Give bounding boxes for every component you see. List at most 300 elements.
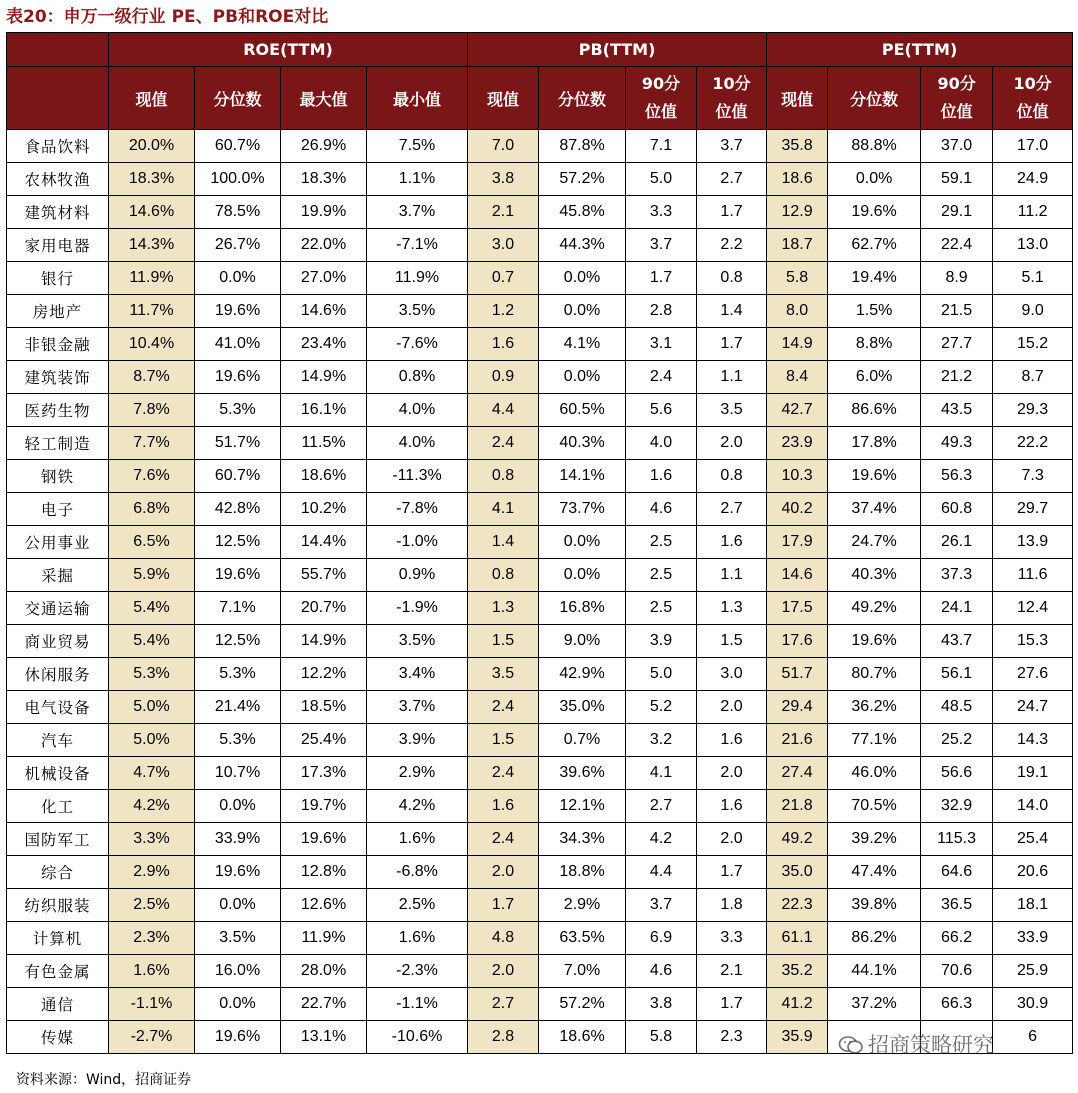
- table-cell: 17.9: [767, 526, 828, 559]
- table-cell: 2.0: [697, 427, 767, 460]
- table-cell: 2.4: [468, 757, 539, 790]
- table-cell: 3.7: [626, 889, 697, 922]
- table-cell: 63.5%: [539, 922, 626, 955]
- table-cell: 1.7: [626, 262, 697, 295]
- table-cell: 1.3: [697, 592, 767, 625]
- subheader-line: 90分: [937, 74, 976, 93]
- group-header-pe: PE(TTM): [767, 33, 1073, 67]
- table-cell: 2.7: [468, 988, 539, 1021]
- table-cell: -11.3%: [367, 460, 468, 493]
- table-cell: 5.4%: [109, 592, 195, 625]
- industry-name: 汽车: [7, 724, 109, 757]
- table-cell: 70.6: [921, 955, 993, 988]
- table-cell: 25.4: [993, 823, 1073, 856]
- industry-name: 非银金融: [7, 328, 109, 361]
- subheader-pe-0: 现值: [767, 67, 828, 130]
- table-cell: 61.1: [767, 922, 828, 955]
- table-cell: 2.3: [697, 1021, 767, 1054]
- table-cell: -1.1%: [109, 988, 195, 1021]
- group-header-pb: PB(TTM): [468, 33, 767, 67]
- table-cell: 29.1: [921, 196, 993, 229]
- table-cell: 8.0: [767, 295, 828, 328]
- table-cell: 2.9%: [367, 757, 468, 790]
- subheader-line: 10分: [1013, 74, 1052, 93]
- table-cell: 47.4%: [828, 856, 921, 889]
- subheader-roe-2: 最大值: [281, 67, 367, 130]
- table-cell: 3.5: [468, 658, 539, 691]
- watermark-text: 招商策略研究: [868, 1033, 994, 1057]
- table-cell: 5.6: [626, 394, 697, 427]
- table-cell: 44.1%: [828, 955, 921, 988]
- table-cell: 73.7%: [539, 493, 626, 526]
- table-cell: 34.3%: [539, 823, 626, 856]
- subheader-roe-1: 分位数: [195, 67, 281, 130]
- industry-name: 纺织服装: [7, 889, 109, 922]
- table-cell: 26.7%: [195, 229, 281, 262]
- table-cell: 2.9%: [109, 856, 195, 889]
- table-cell: 5.0%: [109, 691, 195, 724]
- table-cell: 1.4: [468, 526, 539, 559]
- table-cell: 14.6: [767, 559, 828, 592]
- table-cell: 40.3%: [539, 427, 626, 460]
- table-row: [7, 526, 1073, 559]
- table-row: [7, 955, 1073, 988]
- table-cell: 5.3%: [195, 658, 281, 691]
- table-cell: 7.0%: [539, 955, 626, 988]
- table-cell: 5.3%: [109, 658, 195, 691]
- table-cell: 45.8%: [539, 196, 626, 229]
- table-cell: 18.6: [767, 163, 828, 196]
- table-cell: 14.6%: [109, 196, 195, 229]
- table-cell: 12.5%: [195, 625, 281, 658]
- table-cell: 11.6: [993, 559, 1073, 592]
- table-cell: 39.2%: [828, 823, 921, 856]
- table-cell: 0.7: [468, 262, 539, 295]
- table-cell: 1.5%: [828, 295, 921, 328]
- table-cell: [921, 1021, 993, 1054]
- table-cell: 7.6%: [109, 460, 195, 493]
- industry-name: 建筑材料: [7, 196, 109, 229]
- table-cell: 27.4: [767, 757, 828, 790]
- table-row: [7, 724, 1073, 757]
- table-cell: 35.0%: [539, 691, 626, 724]
- table-row: [7, 757, 1073, 790]
- table-cell: 12.9: [767, 196, 828, 229]
- table-cell: 18.8%: [539, 856, 626, 889]
- industry-name: 通信: [7, 988, 109, 1021]
- table-cell: 21.6: [767, 724, 828, 757]
- table-cell: 2.4: [468, 823, 539, 856]
- table-cell: 2.0: [697, 691, 767, 724]
- table-cell: 18.1: [993, 889, 1073, 922]
- table-cell: 36.2%: [828, 691, 921, 724]
- table-cell: 0.0%: [195, 889, 281, 922]
- table-cell: 59.1: [921, 163, 993, 196]
- table-row: [7, 196, 1073, 229]
- table-cell: 2.0: [468, 856, 539, 889]
- table-cell: 44.3%: [539, 229, 626, 262]
- table-row: [7, 658, 1073, 691]
- subheader-line: 90分: [641, 74, 681, 93]
- table-cell: 8.7%: [109, 361, 195, 394]
- table-cell: 19.6%: [195, 559, 281, 592]
- industry-name: 化工: [7, 790, 109, 823]
- table-cell: 33.9%: [195, 823, 281, 856]
- table-cell: 57.2%: [539, 163, 626, 196]
- table-row: [7, 625, 1073, 658]
- table-cell: 24.7%: [828, 526, 921, 559]
- table-cell: 18.6%: [539, 1021, 626, 1054]
- table-cell: 37.4%: [828, 493, 921, 526]
- table-cell: 2.8: [468, 1021, 539, 1054]
- industry-name: 国防军工: [7, 823, 109, 856]
- table-cell: 10.3: [767, 460, 828, 493]
- table-cell: 10.2%: [281, 493, 367, 526]
- table-cell: 1.6: [697, 526, 767, 559]
- table-cell: 39.6%: [539, 757, 626, 790]
- table-cell: 37.3: [921, 559, 993, 592]
- table-cell: 0.7%: [539, 724, 626, 757]
- table-cell: 2.5: [626, 526, 697, 559]
- industry-name: 有色金属: [7, 955, 109, 988]
- table-cell: 6: [993, 1021, 1073, 1054]
- table-cell: 43.7: [921, 625, 993, 658]
- table-cell: 28.0%: [281, 955, 367, 988]
- subheader-line: 10分: [712, 74, 751, 93]
- table-cell: -7.1%: [367, 229, 468, 262]
- table-cell: 87.8%: [539, 130, 626, 163]
- table-cell: 21.2: [921, 361, 993, 394]
- table-cell: 22.0%: [281, 229, 367, 262]
- table-cell: 1.6: [626, 460, 697, 493]
- table-cell: 1.7: [697, 328, 767, 361]
- table-cell: 8.9: [921, 262, 993, 295]
- table-cell: 60.5%: [539, 394, 626, 427]
- industry-comparison-table: [6, 32, 1073, 1054]
- table-cell: 29.7: [993, 493, 1073, 526]
- table-cell: 23.9: [767, 427, 828, 460]
- table-cell: 4.2: [626, 823, 697, 856]
- table-cell: 2.5: [626, 592, 697, 625]
- table-cell: 4.0%: [367, 427, 468, 460]
- table-cell: 14.4%: [281, 526, 367, 559]
- table-cell: 11.9%: [109, 262, 195, 295]
- group-header-roe: ROE(TTM): [109, 33, 468, 67]
- table-cell: 40.3%: [828, 559, 921, 592]
- table-cell: 43.5: [921, 394, 993, 427]
- table-cell: 1.5: [468, 724, 539, 757]
- table-cell: 86.6%: [828, 394, 921, 427]
- table-cell: 2.5: [626, 559, 697, 592]
- table-cell: 24.1: [921, 592, 993, 625]
- table-cell: 7.3: [993, 460, 1073, 493]
- table-cell: 3.3: [626, 196, 697, 229]
- industry-name: 综合: [7, 856, 109, 889]
- table-cell: 78.5%: [195, 196, 281, 229]
- table-cell: 4.4: [468, 394, 539, 427]
- table-cell: 2.7: [697, 163, 767, 196]
- table-cell: 12.1%: [539, 790, 626, 823]
- table-cell: 35.2: [767, 955, 828, 988]
- table-cell: -10.6%: [367, 1021, 468, 1054]
- table-cell: 2.7: [697, 493, 767, 526]
- table-cell: 12.5%: [195, 526, 281, 559]
- table-cell: 1.2: [468, 295, 539, 328]
- table-cell: 70.5%: [828, 790, 921, 823]
- table-cell: 16.8%: [539, 592, 626, 625]
- table-cell: 39.8%: [828, 889, 921, 922]
- table-cell: 14.9: [767, 328, 828, 361]
- table-cell: 13.1%: [281, 1021, 367, 1054]
- table-cell: 15.3: [993, 625, 1073, 658]
- table-cell: 7.8%: [109, 394, 195, 427]
- table-row: [7, 1021, 1073, 1054]
- table-cell: 88.8%: [828, 130, 921, 163]
- table-cell: 2.5%: [367, 889, 468, 922]
- table-cell: 16.1%: [281, 394, 367, 427]
- industry-name: 家用电器: [7, 229, 109, 262]
- table-cell: 60.8: [921, 493, 993, 526]
- table-cell: 4.1%: [539, 328, 626, 361]
- table-cell: [828, 1021, 921, 1054]
- table-cell: 3.7%: [367, 196, 468, 229]
- table-cell: 21.5: [921, 295, 993, 328]
- table-cell: 3.0: [697, 658, 767, 691]
- table-cell: 0.8%: [367, 361, 468, 394]
- table-cell: 11.9%: [367, 262, 468, 295]
- table-row: [7, 493, 1073, 526]
- industry-name: 机械设备: [7, 757, 109, 790]
- table-cell: 2.1: [468, 196, 539, 229]
- table-cell: 19.6%: [828, 625, 921, 658]
- table-cell: 0.0%: [539, 559, 626, 592]
- table-cell: 1.6: [697, 724, 767, 757]
- table-cell: 77.1%: [828, 724, 921, 757]
- table-cell: 115.3: [921, 823, 993, 856]
- table-cell: 3.0: [468, 229, 539, 262]
- table-cell: 37.2%: [828, 988, 921, 1021]
- table-cell: 23.4%: [281, 328, 367, 361]
- subheader-line: 位值: [1016, 102, 1049, 121]
- table-cell: 4.6: [626, 493, 697, 526]
- table-cell: 66.2: [921, 922, 993, 955]
- table-cell: 24.7: [993, 691, 1073, 724]
- table-cell: 8.8%: [828, 328, 921, 361]
- table-cell: 7.1%: [195, 592, 281, 625]
- table-cell: 66.3: [921, 988, 993, 1021]
- table-row: [7, 427, 1073, 460]
- industry-name: 采掘: [7, 559, 109, 592]
- table-cell: 12.6%: [281, 889, 367, 922]
- table-cell: 1.7: [468, 889, 539, 922]
- table-cell: 1.1: [697, 559, 767, 592]
- table-cell: 19.6%: [828, 460, 921, 493]
- table-cell: 2.1: [697, 955, 767, 988]
- industry-name: 食品饮料: [7, 130, 109, 163]
- table-cell: 1.6%: [109, 955, 195, 988]
- table-cell: 55.7%: [281, 559, 367, 592]
- industry-name: 计算机: [7, 922, 109, 955]
- table-cell: 12.4: [993, 592, 1073, 625]
- table-cell: 9.0%: [539, 625, 626, 658]
- table-cell: 17.0: [993, 130, 1073, 163]
- table-cell: 7.7%: [109, 427, 195, 460]
- industry-name: 传媒: [7, 1021, 109, 1054]
- table-cell: 3.7: [697, 130, 767, 163]
- table-cell: 4.8: [468, 922, 539, 955]
- table-cell: 19.9%: [281, 196, 367, 229]
- table-cell: 1.6%: [367, 823, 468, 856]
- table-cell: 5.1: [993, 262, 1073, 295]
- table-cell: 2.9%: [539, 889, 626, 922]
- industry-name: 商业贸易: [7, 625, 109, 658]
- table-cell: 86.2%: [828, 922, 921, 955]
- source-note: 资料来源：Wind，招商证券: [16, 1072, 192, 1088]
- table-cell: 100.0%: [195, 163, 281, 196]
- subheader-line: 位值: [645, 102, 678, 121]
- table-cell: -2.3%: [367, 955, 468, 988]
- table-cell: 14.3%: [109, 229, 195, 262]
- table-cell: 2.5%: [109, 889, 195, 922]
- table-row: [7, 163, 1073, 196]
- table-row: [7, 229, 1073, 262]
- table-cell: 0.8: [468, 559, 539, 592]
- table-cell: 35.0: [767, 856, 828, 889]
- table-cell: 22.2: [993, 427, 1073, 460]
- table-cell: 6.5%: [109, 526, 195, 559]
- table-cell: 1.8: [697, 889, 767, 922]
- table-cell: 19.1: [993, 757, 1073, 790]
- table-cell: 5.2: [626, 691, 697, 724]
- table-cell: 0.0%: [539, 262, 626, 295]
- table-cell: 19.6%: [828, 196, 921, 229]
- table-cell: -7.8%: [367, 493, 468, 526]
- table-cell: 12.2%: [281, 658, 367, 691]
- table-row: [7, 988, 1073, 1021]
- table-cell: 0.0%: [195, 262, 281, 295]
- subheader-line: 位值: [940, 102, 973, 121]
- table-cell: 2.0: [697, 757, 767, 790]
- table-cell: 1.5: [468, 625, 539, 658]
- table-cell: 2.0: [697, 823, 767, 856]
- table-cell: 51.7: [767, 658, 828, 691]
- table-cell: 0.8: [468, 460, 539, 493]
- table-row: [7, 328, 1073, 361]
- table-cell: 3.3%: [109, 823, 195, 856]
- subheader-line: 位值: [715, 102, 748, 121]
- table-cell: 10.7%: [195, 757, 281, 790]
- table-cell: 1.7: [697, 856, 767, 889]
- table-cell: 8.4: [767, 361, 828, 394]
- table-cell: 56.3: [921, 460, 993, 493]
- table-cell: 2.0: [468, 955, 539, 988]
- table-cell: 3.9%: [367, 724, 468, 757]
- table-cell: 13.9: [993, 526, 1073, 559]
- table-cell: 5.3%: [195, 724, 281, 757]
- table-cell: 3.5%: [367, 295, 468, 328]
- table-cell: 0.0%: [539, 526, 626, 559]
- table-cell: 60.7%: [195, 130, 281, 163]
- table-row: [7, 922, 1073, 955]
- table-row: [7, 856, 1073, 889]
- table-cell: 4.1: [626, 757, 697, 790]
- table-cell: 9.0: [993, 295, 1073, 328]
- table-cell: 62.7%: [828, 229, 921, 262]
- table-cell: -2.7%: [109, 1021, 195, 1054]
- table-row: [7, 559, 1073, 592]
- table-cell: 42.9%: [539, 658, 626, 691]
- table-cell: 3.5: [697, 394, 767, 427]
- table-cell: 27.0%: [281, 262, 367, 295]
- table-cell: 2.4: [626, 361, 697, 394]
- table-cell: 22.3: [767, 889, 828, 922]
- industry-name: 交通运输: [7, 592, 109, 625]
- subheader-pb-2: [626, 67, 697, 130]
- industry-name: 公用事业: [7, 526, 109, 559]
- table-cell: 41.2: [767, 988, 828, 1021]
- table-row: [7, 592, 1073, 625]
- industry-name: 房地产: [7, 295, 109, 328]
- subheader-roe-3: 最小值: [367, 67, 468, 130]
- table-cell: 3.5%: [195, 922, 281, 955]
- table-cell: 49.2: [767, 823, 828, 856]
- industry-name: 医药生物: [7, 394, 109, 427]
- table-cell: -1.1%: [367, 988, 468, 1021]
- table-cell: 19.7%: [281, 790, 367, 823]
- table-row: [7, 691, 1073, 724]
- table-cell: 11.7%: [109, 295, 195, 328]
- table-cell: 0.8: [697, 262, 767, 295]
- table-cell: 35.8: [767, 130, 828, 163]
- table-cell: 26.1: [921, 526, 993, 559]
- table-cell: 49.3: [921, 427, 993, 460]
- table-cell: 26.9%: [281, 130, 367, 163]
- table-row: [7, 130, 1073, 163]
- table-cell: 18.3%: [281, 163, 367, 196]
- table-cell: 4.0: [626, 427, 697, 460]
- table-cell: 20.0%: [109, 130, 195, 163]
- table-cell: 17.5: [767, 592, 828, 625]
- subheader-pe-3: [993, 67, 1073, 130]
- table-cell: 22.4: [921, 229, 993, 262]
- table-cell: 14.9%: [281, 625, 367, 658]
- industry-name: 轻工制造: [7, 427, 109, 460]
- table-cell: 36.5: [921, 889, 993, 922]
- table-cell: 1.4: [697, 295, 767, 328]
- table-cell: 1.6: [697, 790, 767, 823]
- table-cell: 15.2: [993, 328, 1073, 361]
- table-cell: 60.7%: [195, 460, 281, 493]
- table-cell: 4.7%: [109, 757, 195, 790]
- table-cell: 25.2: [921, 724, 993, 757]
- table-cell: -7.6%: [367, 328, 468, 361]
- table-cell: 25.4%: [281, 724, 367, 757]
- table-cell: 56.1: [921, 658, 993, 691]
- table-cell: 5.0: [626, 163, 697, 196]
- table-cell: 16.0%: [195, 955, 281, 988]
- table-title: 表20：申万一级行业 PE、PB和ROE对比: [6, 7, 329, 27]
- table-cell: 8.7: [993, 361, 1073, 394]
- table-cell: 0.9%: [367, 559, 468, 592]
- table-cell: 11.5%: [281, 427, 367, 460]
- table-cell: 4.1: [468, 493, 539, 526]
- table-cell: 14.6%: [281, 295, 367, 328]
- table-cell: 5.0: [626, 658, 697, 691]
- table-cell: 3.3: [697, 922, 767, 955]
- table-cell: 2.8: [626, 295, 697, 328]
- industry-name: 休闲服务: [7, 658, 109, 691]
- table-row: [7, 295, 1073, 328]
